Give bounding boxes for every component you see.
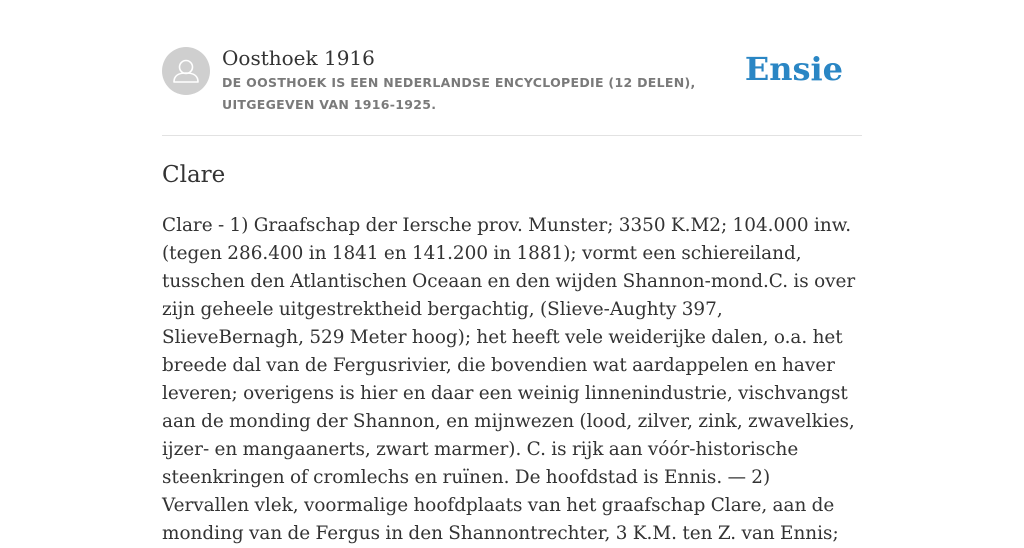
source-description: DE OOSTHOEK IS EEN NEDERLANDSE ENCYCLOPEDIE (12 DELEN), UITGEGEVEN VAN 1916-1925. <box>222 75 696 112</box>
user-silhouette-icon <box>162 47 210 95</box>
ensie-logo-link[interactable]: Ensie <box>744 50 843 88</box>
source-avatar[interactable] <box>162 47 210 95</box>
source-name[interactable]: Oosthoek 1916 <box>222 46 375 70</box>
article-body: Clare - 1) Graafschap der Iersche prov. Munster; 3350 K.M2; 104.000 inw. (tegen 286.400 in 1841 en 141.200 in 1881); vormt een schiereiland, tusschen den Atlantischen Oceaan en den wijden Shannon-mond.C. is over zijn geheele uitgestrektheid bergachtig, (Slieve-Aughty 397, SlieveBernagh, 529 Meter hoog); het heeft vele weiderijke dalen, o.a. het breede dal van de Fergusrivier, die bovendien wat aardappelen en haver leveren; overigens is hier en daar een weinig linnenindustrie, vischvangst aan de monding der Shannon, en mijnwezen (lood, zilver, zink, zwavelkies, ijzer- en mangaanerts, zwart marmer). C. is rijk aan vóór-historische steenkringen of cromlechs en ruïnen. De hoofdstad is Ennis. — 2) Vervallen vlek, voormalige hoofdplaats van het graafschap Clare, aan de monding van de Fergus in den Shannontrechter, 3 K.M. ten Z. van Ennis; <box>162 215 856 544</box>
article-title: Clare <box>162 162 226 188</box>
page-container <box>162 0 862 544</box>
source-header <box>162 0 862 136</box>
